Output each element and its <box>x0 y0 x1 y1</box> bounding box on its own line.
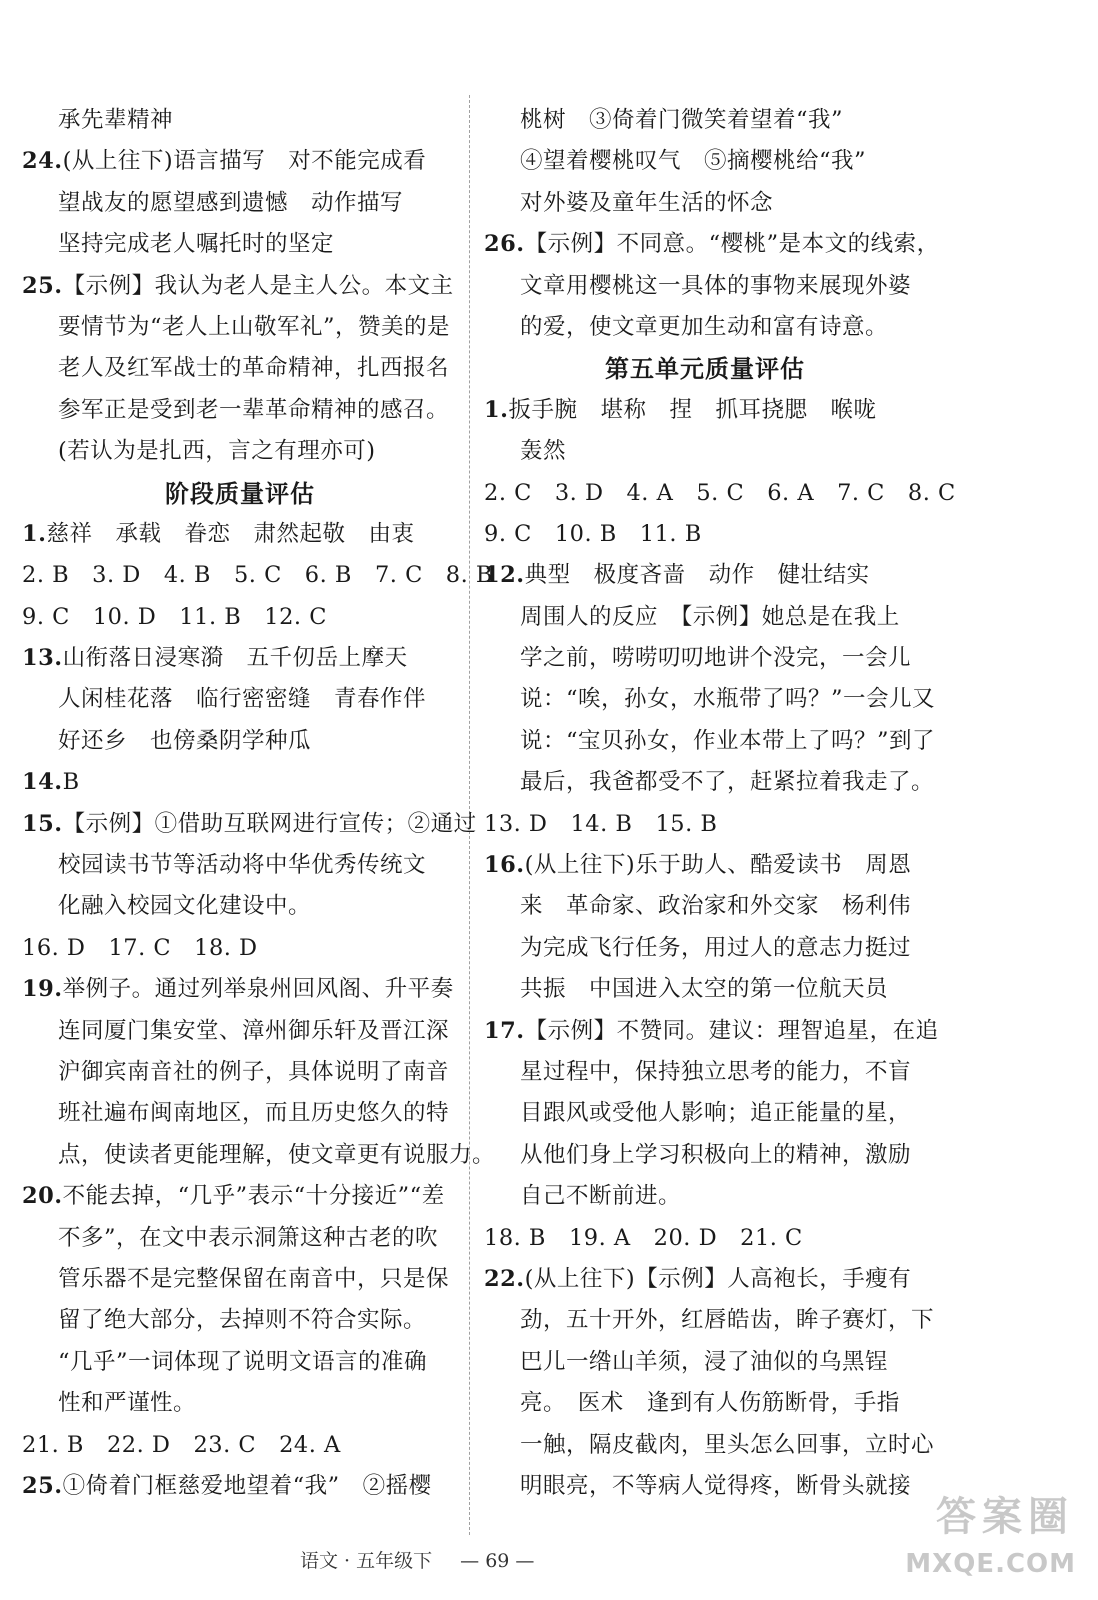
answer-line: 人闲桂花落 临行密密缝 青春作伴 <box>58 686 427 713</box>
answer-line: 说：“唉，孙女，水瓶带了吗？”一会儿又 <box>520 686 936 713</box>
choice-answers: 2. C 3. D 4. A 5. C 6. A 7. C 8. C <box>484 479 956 506</box>
answer-line: 亮。 医术 逢到有人伤筋断骨，手指 <box>520 1390 900 1417</box>
question-item <box>484 555 926 596</box>
answer-line: 为完成飞行任务，用过人的意志力挺过 <box>520 934 912 961</box>
question-item <box>22 266 458 307</box>
question-item <box>22 1466 458 1507</box>
right-column <box>484 100 956 1507</box>
answer-text: ①倚着门框慈爱地望着“我” ②摇樱 <box>62 1472 432 1499</box>
answer-text: 【示例】我认为老人是主人公。本文主 <box>62 272 454 299</box>
answer-text: 举例子。通过列举泉州回风阁、升平奏 <box>62 976 454 1003</box>
choice-answers: 16. D 17. C 18. D <box>22 934 258 961</box>
answer-text: (从上往下)乐于助人、酷爱读书 周恩 <box>524 852 912 879</box>
answer-line: 巴儿一绺山羊须，浸了油似的乌黑锃 <box>520 1348 889 1375</box>
answer-text: 山衔落日浸寒漪 五千仞岳上摩天 <box>62 645 408 672</box>
question-number: 15. <box>22 810 63 837</box>
answer-line: 参军正是受到老一辈革命精神的感召。 <box>58 396 450 423</box>
answer-line: 坚持完成老人嘱托时的坚定 <box>58 231 335 258</box>
question-item <box>484 1259 926 1300</box>
footer-subject: 语文 · 五年级下 <box>300 1550 433 1572</box>
answer-line: 一触，隔皮截肉，里头怎么回事，立时心 <box>520 1431 935 1458</box>
answer-line: 自己不断前进。 <box>520 1183 682 1210</box>
answer-line: 不多”，在文中表示洞箫这种古老的吹 <box>58 1224 439 1251</box>
footer-page-number: — 69 — <box>460 1550 535 1572</box>
question-item <box>484 1011 939 1052</box>
question-item <box>22 141 458 182</box>
question-number: 12. <box>484 562 525 589</box>
answer-line: 学之前，唠唠叨叨地讲个没完，一会儿 <box>520 645 912 672</box>
answer-line: 从他们身上学习积极向上的精神，激励 <box>520 1141 912 1168</box>
answer-line: 性和严谨性。 <box>58 1390 197 1417</box>
question-number: 16. <box>484 852 525 879</box>
answer-line: 对外婆及童年生活的怀念 <box>520 189 774 216</box>
question-item <box>484 845 926 886</box>
answer-line: “几乎”一词体现了说明文语言的准确 <box>58 1348 428 1375</box>
answer-text: (从上往下)语言描写 对不能完成看 <box>62 148 427 175</box>
choice-answers: 21. B 22. D 23. C 24. A <box>22 1431 341 1458</box>
answer-line: 明眼亮，不等病人觉得疼，断骨头就接 <box>520 1472 912 1499</box>
question-number: 17. <box>484 1017 525 1044</box>
question-number: 26. <box>484 231 525 258</box>
answer-text: B <box>62 769 80 796</box>
question-item <box>22 969 458 1010</box>
answer-line: 文章用樱桃这一具体的事物来展现外婆 <box>520 272 912 299</box>
question-number: 13. <box>22 645 63 672</box>
question-item <box>484 390 926 431</box>
answer-line: 周围人的反应 【示例】她总是在我上 <box>520 603 900 630</box>
answer-line: 承先辈精神 <box>58 107 174 133</box>
choice-answers: 13. D 14. B 15. B <box>484 810 718 837</box>
answer-text: 慈祥 承载 眷恋 肃然起敬 由衷 <box>46 520 415 547</box>
answer-text: 【示例】不同意。“樱桃”是本文的线索， <box>524 231 940 258</box>
answer-line: 班社遍布闽南地区，而且历史悠久的特 <box>58 1100 450 1127</box>
answer-line: 劲，五十开外，红唇皓齿，眸子赛灯，下 <box>520 1307 935 1334</box>
answer-text: (从上往下)【示例】人高袍长，手瘦有 <box>524 1265 912 1292</box>
left-column <box>22 100 496 1507</box>
answer-line: 最后，我爸都受不了，赶紧拉着我走了。 <box>520 769 935 796</box>
answer-line: 桃树 ③倚着门微笑着望着“我” <box>520 107 844 133</box>
answer-line: 说：“宝贝孙女，作业本带上了吗？”到了 <box>520 727 936 754</box>
answer-line: 老人及红军战士的革命精神，扎西报名 <box>58 355 450 382</box>
question-item <box>22 762 458 803</box>
question-number: 20. <box>22 1183 63 1210</box>
answer-line: 星过程中，保持独立思考的能力，不盲 <box>520 1058 912 1085</box>
section-heading: 第五单元质量评估 <box>605 354 805 384</box>
answer-text: 【示例】不赞同。建议：理智追星，在追 <box>524 1017 939 1044</box>
question-number: 1. <box>22 520 47 547</box>
answer-line: 管乐器不是完整保留在南音中，只是保 <box>58 1265 450 1292</box>
answer-text: 【示例】①借助互联网进行宣传；②通过 <box>62 810 477 837</box>
answer-line: 望战友的愿望感到遗憾 动作描写 <box>58 189 404 216</box>
answer-line: (若认为是扎西，言之有理亦可) <box>58 438 376 465</box>
question-number: 1. <box>484 396 509 423</box>
answer-line: 沪御宾南音社的例子，具体说明了南音 <box>58 1058 450 1085</box>
question-number: 25. <box>22 1472 63 1499</box>
question-number: 22. <box>484 1265 525 1292</box>
choice-answers: 18. B 19. A 20. D 21. C <box>484 1224 803 1251</box>
answer-line: 连同厦门集安堂、漳州御乐轩及晋江深 <box>58 1017 450 1044</box>
answer-line: 留了绝大部分，去掉则不符合实际。 <box>58 1307 427 1334</box>
question-number: 25. <box>22 272 63 299</box>
question-item <box>22 514 458 555</box>
watermark <box>884 1485 1084 1595</box>
answer-line: 点，使读者更能理解，使文章更有说服力。 <box>58 1141 496 1168</box>
answer-line: 共振 中国进入太空的第一位航天员 <box>520 976 889 1003</box>
answer-line: 化融入校园文化建设中。 <box>58 893 312 920</box>
question-item <box>484 224 940 265</box>
question-number: 24. <box>22 148 63 175</box>
answer-line: 要情节为“老人上山敬军礼”，赞美的是 <box>58 313 451 340</box>
question-number: 19. <box>22 976 63 1003</box>
choice-answers: 2. B 3. D 4. B 5. C 6. B 7. C 8. B <box>22 562 493 589</box>
choice-answers: 9. C 10. B 11. B <box>484 520 702 547</box>
answer-line: 好还乡 也傍桑阴学种瓜 <box>58 727 312 754</box>
answer-line: 目跟风或受他人影响；追正能量的星， <box>520 1100 912 1127</box>
answer-line: 来 革命家、政治家和外交家 杨利伟 <box>520 893 912 920</box>
answer-line: 轰然 <box>520 438 567 465</box>
question-number: 14. <box>22 769 63 796</box>
section-heading: 阶段质量评估 <box>165 478 315 508</box>
answer-line: 校园读书节等活动将中华优秀传统文 <box>58 852 427 879</box>
answer-text: 扳手腕 堪称 捏 抓耳挠腮 喉咙 <box>508 396 877 423</box>
watermark-brand: 答案圈 <box>936 1494 1074 1540</box>
question-item <box>22 638 458 679</box>
answer-text: 典型 极度吝啬 动作 健壮结实 <box>524 562 870 589</box>
page-footer <box>300 1546 700 1573</box>
watermark-url: MXQE.COM <box>905 1549 1076 1579</box>
answer-text: 不能去掉，“几乎”表示“十分接近”“差 <box>62 1183 445 1210</box>
choice-answers: 9. C 10. D 11. B 12. C <box>22 603 327 630</box>
answer-line: ④望着樱桃叹气 ⑤摘樱桃给“我” <box>520 148 867 175</box>
question-item <box>22 1176 458 1217</box>
question-item <box>22 804 477 845</box>
answer-line: 的爱，使文章更加生动和富有诗意。 <box>520 313 889 340</box>
